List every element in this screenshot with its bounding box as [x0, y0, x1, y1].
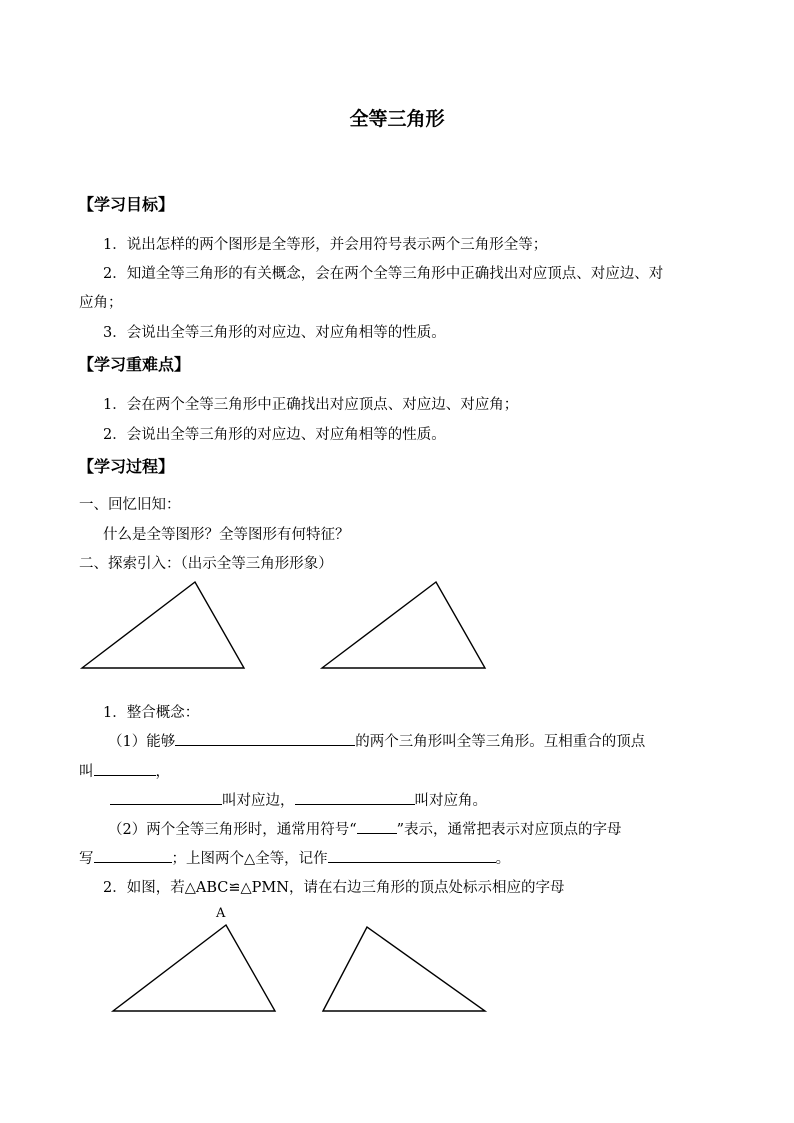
triangle-abc — [113, 925, 275, 1011]
page-title: 全等三角形 — [349, 108, 445, 130]
q1-text-b: 的两个三角形叫全等三角形。互相重合的顶点 — [355, 734, 646, 750]
blank-overlap-condition[interactable] — [175, 731, 355, 746]
blank-corresponding-angle[interactable] — [295, 790, 415, 805]
triangle-pmn — [323, 927, 485, 1011]
review-question: 什么是全等图形？全等图形有何特征？ — [103, 527, 350, 543]
review-title: 一、回忆旧知： — [79, 497, 181, 513]
question-2-line-1 — [108, 818, 622, 839]
q2-text-e: 。 — [495, 851, 511, 867]
question-1-line-3 — [110, 789, 487, 810]
goal-item-3: 3．会说出全等三角形的对应边、对应角相等的性质。 — [103, 325, 446, 341]
key-point-2: 2．会说出全等三角形的对应边、对应角相等的性质。 — [103, 427, 446, 443]
vertex-label-a: A — [216, 906, 226, 921]
blank-corresponding-side[interactable] — [110, 790, 222, 805]
goal-item-2: 2．知道全等三角形的有关概念，会在两个全等三角形中正确找出对应顶点、对应边、对 — [103, 266, 664, 282]
goal-item-1: 1．说出怎样的两个图形是全等形，并会用符号表示两个三角形全等； — [103, 237, 548, 253]
key-points-heading: 【学习重难点】 — [78, 355, 191, 374]
question-3: 2．如图，若△ABC≌△PMN，请在右边三角形的顶点处标示相应的字母 — [103, 880, 565, 896]
q2-text-d: ；上图两个△全等，记作 — [171, 851, 328, 867]
process-heading: 【学习过程】 — [78, 457, 175, 476]
question-1-line-2 — [79, 760, 170, 781]
q2-text-c: 写 — [79, 851, 94, 867]
q1-text-f: 叫对应角。 — [414, 793, 487, 809]
concept-title: 1．整合概念： — [103, 705, 200, 721]
q1-text-c: 叫 — [79, 764, 94, 780]
blank-corresponding-vertex[interactable] — [94, 761, 156, 776]
triangle-right — [322, 582, 485, 668]
q1-text-d: ， — [155, 764, 170, 780]
blank-congruence-notation[interactable] — [328, 848, 496, 863]
q2-text-a: （2）两个全等三角形时，通常用符号“ — [108, 822, 357, 838]
q2-text-b: ”表示，通常把表示对应顶点的字母 — [396, 822, 622, 838]
q1-text-a: （1）能够 — [108, 734, 176, 750]
blank-vertex-order[interactable] — [94, 848, 172, 863]
explore-title: 二、探索引入：（出示全等三角形形象） — [79, 556, 333, 572]
question-1-line-1 — [108, 730, 645, 751]
question-2-line-2 — [79, 847, 510, 868]
triangle-left — [82, 582, 244, 668]
goal-item-2-cont: 应角； — [79, 295, 123, 311]
key-point-1: 1．会在两个全等三角形中正确找出对应顶点、对应边、对应角； — [103, 397, 519, 413]
blank-congruence-symbol[interactable] — [357, 819, 397, 834]
goals-heading: 【学习目标】 — [78, 195, 175, 214]
q1-text-e: 叫对应边， — [222, 793, 295, 809]
